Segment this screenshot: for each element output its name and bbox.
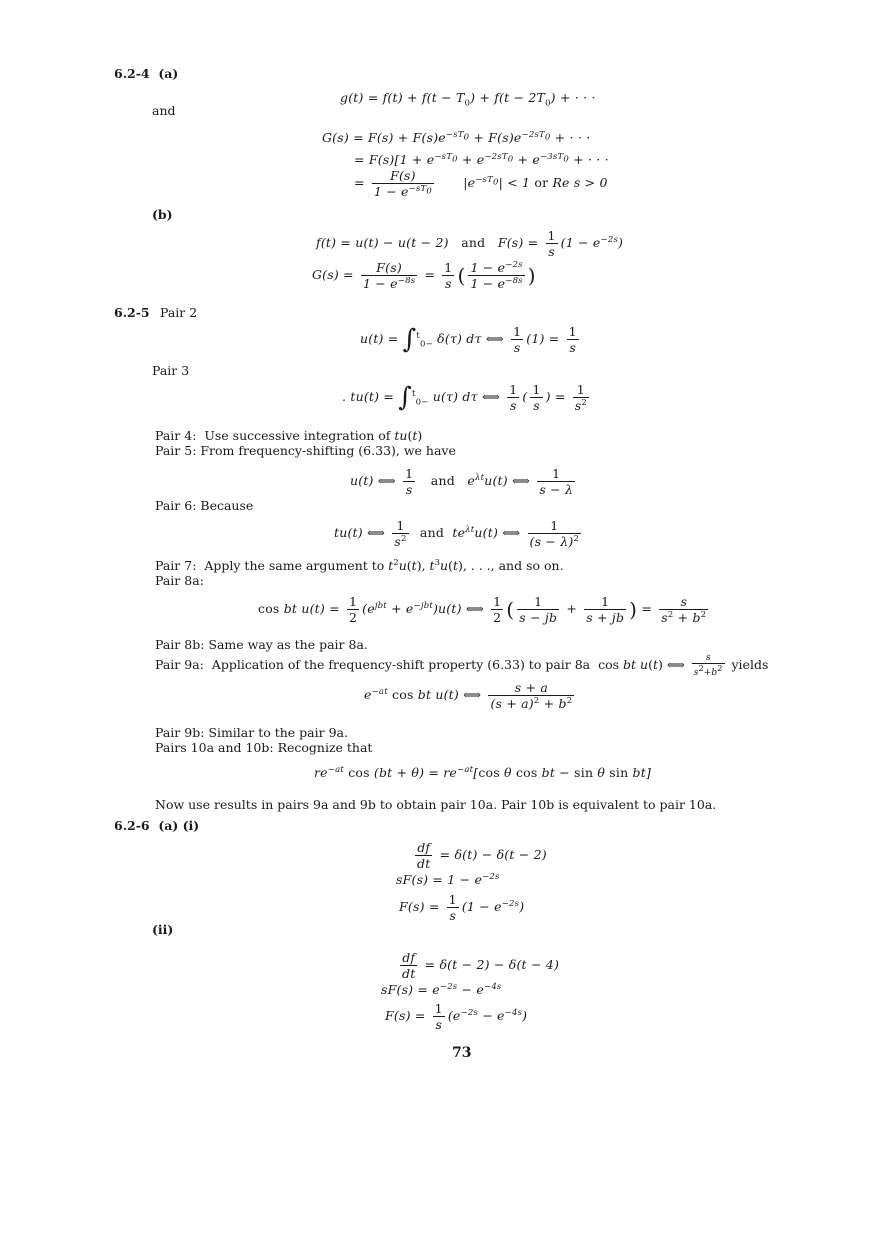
pair-9b-text: Pair 9b: Similar to the pair 9a.: [155, 725, 348, 740]
equation-pair-10: $re^{-at}$ $\cos (bt + \theta) = re^{-at}[\cos$ θ cos bt − sin θ sin bt]: [314, 765, 652, 781]
pair-5-text: Pair 5: From frequency-shifting (6.33), we have: [155, 443, 456, 458]
problem-number-6-2-4: 6.2-4 (a): [114, 66, 179, 81]
equation-G-3: = $\frac{F(s)}{1 - e^{-sT_0}}$ $|e^{-sT_0}| < 1$ or Re s > 0: [354, 168, 608, 200]
problem-number-6-2-6: 6.2-6 (a) (i): [114, 818, 200, 833]
equation-pair-6: tu(t) ⟺ $\frac{1}{s^2}$ and $te^{\lambda t}u(t)$ ⟺ $\frac{1}{(s - \lambda)^2}$: [334, 518, 580, 550]
equation-G-2: = $F(s)[1 + e^{-sT_0} + e^{-2sT_0} + e^{-3sT_0}$ + · · ·: [354, 152, 609, 168]
now-use-text: Now use results in pairs 9a and 9b to obtain pair 10a. Pair 10b is equivalent to pair 10a.: [155, 797, 717, 812]
and-label: and: [152, 103, 176, 118]
equation-aii-3: F(s) = $\frac{1}{s}$ $(e^{-2s} - e^{-4s})$: [385, 1001, 528, 1032]
pair-8b-text: Pair 8b: Same way as the pair 8a.: [155, 637, 368, 652]
equation-b-1: f(t) = u(t) − u(t − 2) and F(s) = $\frac{1}{s}$ $(1 - e^{-2s})$: [316, 228, 624, 259]
equation-g-t: $g(t) = f(t) + f(t - T_0) + f(t - 2T_0)$ + · · ·: [340, 90, 596, 109]
equation-ai-1: $\frac{df}{dt}$ = δ(t) − δ(t − 2): [417, 840, 547, 871]
part-ii-label: (ii): [152, 922, 174, 937]
problem-number-6-2-5: 6.2-5: [114, 305, 150, 320]
equation-aii-2: $sF(s) = e^{-2s} - e^{-4s}$: [381, 982, 502, 998]
equation-G-1: $G(s) = F(s) + F(s)e^{-sT_0} + F(s)e^{-2sT_0}$ + · · ·: [322, 130, 591, 146]
pair-2-label: Pair 2: [160, 305, 198, 320]
equation-pair-2: u(t) = ∫$^t_{0-}$ δ(τ) dτ ⟺ $\frac{1}{s}$ (1) = $\frac{1}{s}$: [360, 324, 577, 355]
page-number: 73: [452, 1045, 472, 1061]
pair-3-label: Pair 3: [152, 363, 190, 378]
equation-b-2: G(s) = $\frac{F(s)}{1 - e^{-8s}}$ = $\frac{1}{s}$ ( $\frac{1 - e^{-2s}}{1 - e^{-8s}}$ ): [312, 260, 536, 292]
equation-ai-2: $sF(s) = 1 - e^{-2s}$: [396, 872, 500, 888]
equation-pair-3: . tu(t) = ∫$^t_{0-}$ u(τ) dτ ⟺ $\frac{1}{s}$ ( $\frac{1}{s}$ ) = $\frac{1}{s^2}$: [342, 382, 587, 414]
pair-9a-text: Pair 9a: Application of the frequency-shift property (6.33) to pair 8a cos bt u(t) ⟺ $\frac{s}{s^2+b^2}$ yields: [155, 653, 769, 678]
pair-10-text: Pairs 10a and 10b: Recognize that: [155, 740, 373, 755]
pair-8a-label: Pair 8a:: [155, 573, 204, 588]
equation-pair-8a: cos bt u(t) = $\frac{1}{2}$ $(e^{jbt} + e^{-jbt})u(t)$ ⟺ $\frac{1}{2}$ ( $\frac{1}{s - jb}$ + $\frac{1}{s + jb}$ ) = $\frac{s}{s^2 + b^2}$: [258, 594, 707, 626]
equation-pair-5: u(t) ⟺ $\frac{1}{s}$ and $e^{\lambda t}u(t)$ ⟺ $\frac{1}{s - \lambda}$: [350, 466, 574, 497]
pair-6-text: Pair 6: Because: [155, 498, 254, 513]
pair-4-text: Pair 4: Use successive integration of tu(t): [155, 428, 423, 443]
pair-7-text: Pair 7: Apply the same argument to $t^2u(t)$, $t^3u(t)$, . . ., and so on.: [155, 558, 564, 574]
equation-ai-3: F(s) = $\frac{1}{s}$ $(1 - e^{-2s})$: [399, 892, 525, 923]
equation-pair-9a: $e^{-at}$ cos bt u(t) ⟺ $\frac{s + a}{(s + a)^2 + b^2}$: [364, 680, 573, 712]
equation-aii-1: $\frac{df}{dt}$ = δ(t − 2) − δ(t − 4): [402, 950, 560, 981]
part-b-label: (b): [152, 207, 173, 222]
